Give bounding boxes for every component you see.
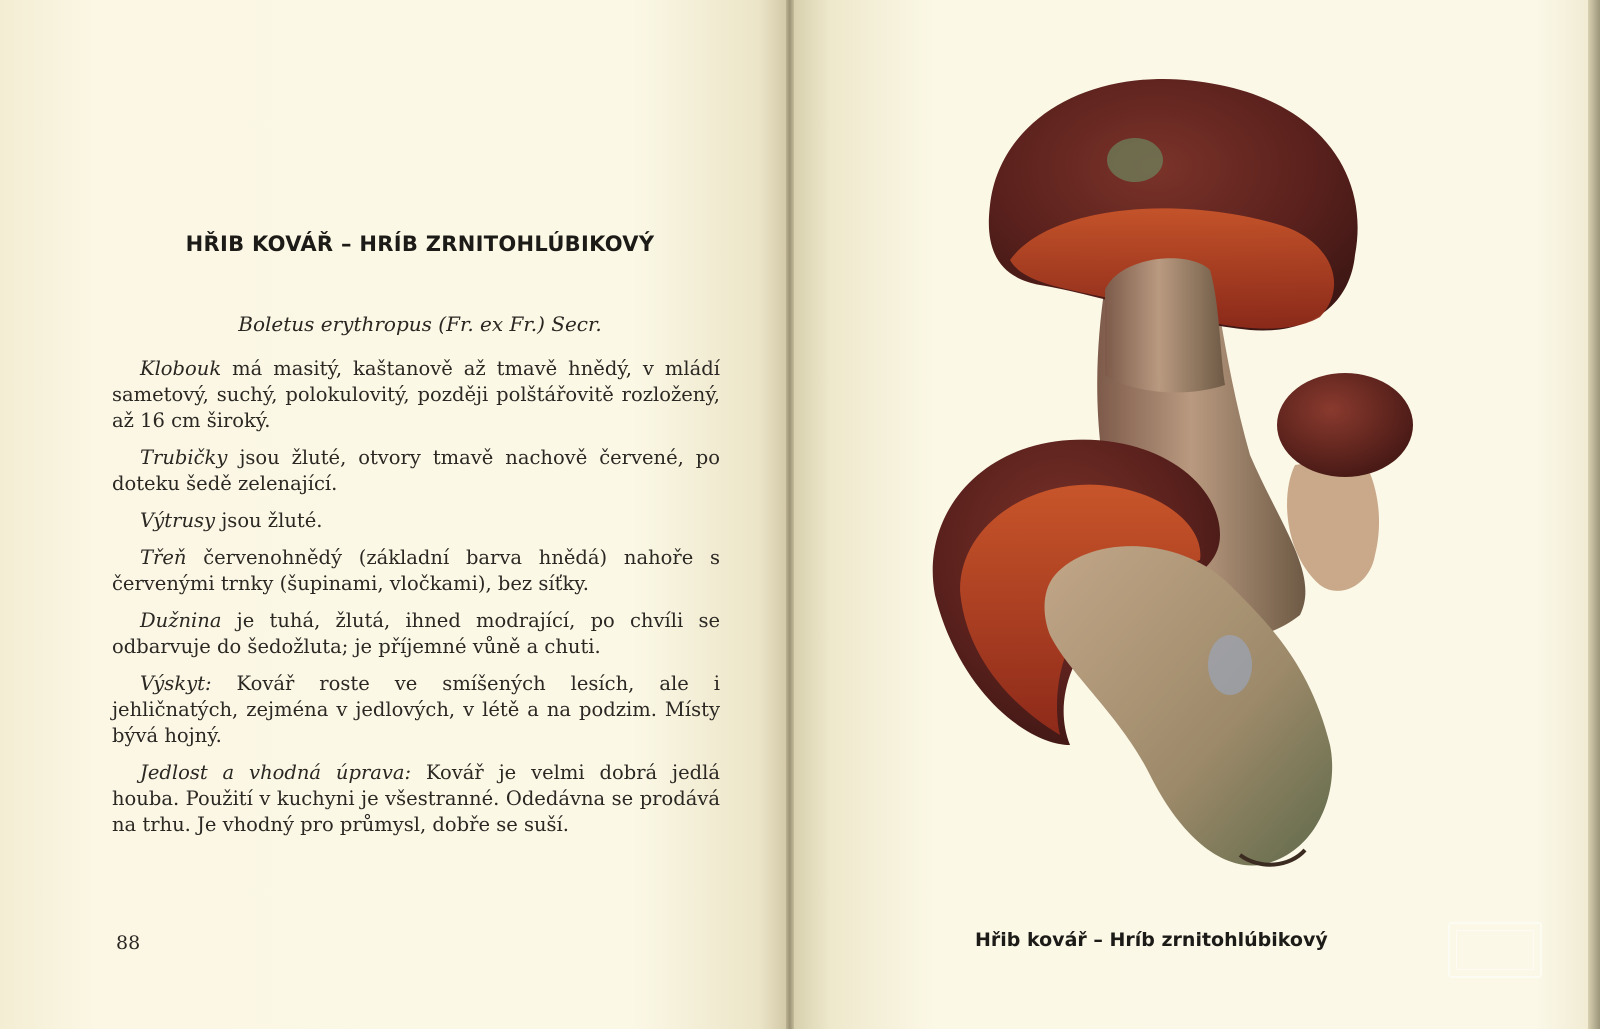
small-cap [1277, 373, 1413, 477]
paragraph-text: červenohnědý (základní barva hnědá) nahoře s červenými trnky (šupinami, vločkami), bez síťky. [112, 546, 720, 595]
paragraph-text: je tuhá, žlutá, ihned modrající, po chvíli se odbarvuje do šedožluta; je příjemné vůně a chuti. [112, 609, 720, 658]
paragraph-text: jsou žluté, otvory tmavě nachově červené, po doteku šedě zelenající. [112, 446, 720, 495]
paragraph-text: Kovář je velmi dobrá jedlá houba. Použití v kuchyni je všestranné. Odedávna se prodává na trhu. Je vhodný pro průmysl, dobře se suší. [112, 761, 720, 836]
page-edge [1588, 0, 1600, 1029]
paragraph-lead: Klobouk [140, 357, 222, 380]
paragraph-lead: Trubičky [140, 446, 228, 469]
paragraph-lead: Dužnina [140, 609, 222, 632]
mushroom-illustration [920, 55, 1440, 885]
paragraph-cap [112, 356, 720, 434]
paragraph-edibility [112, 760, 720, 838]
figure-caption: Hřib kovář – Hríb zrnitohlúbikový [975, 929, 1328, 951]
paragraph-lead: Třeň [140, 546, 187, 569]
paragraph-text: má masitý, kaštanově až tmavě hnědý, v mládí sametový, suchý, polokulovitý, později polštářovitě rozložený, až 16 cm široký. [112, 357, 720, 432]
watermark-stamp [1448, 922, 1542, 978]
paragraph-flesh [112, 608, 720, 660]
paragraph-lead: Jedlost a vhodná úprava: [140, 761, 412, 784]
page-heading: HŘIB KOVÁŘ – HRÍB ZRNITOHLÚBIKOVÝ [185, 232, 655, 256]
left-page [0, 0, 790, 1029]
book-gutter [786, 0, 794, 1029]
page-number: 88 [116, 932, 141, 954]
paragraph-occurrence [112, 671, 720, 749]
paragraph-lead: Výskyt: [140, 672, 212, 695]
cap-spot [1107, 138, 1163, 182]
latin-name: Boletus erythropus (Fr. ex Fr.) Secr. [238, 312, 602, 336]
paragraph-lead: Výtrusy [140, 509, 216, 532]
paragraph-text: jsou žluté. [215, 509, 323, 532]
paragraph-spores [112, 508, 720, 534]
description-body [112, 356, 720, 849]
paragraph-tubes [112, 445, 720, 497]
paragraph-stem [112, 545, 720, 597]
paragraph-text: Kovář roste ve smíšených lesích, ale i jehličnatých, zejména v jedlových, v létě a na podzim. Místy bývá hojný. [112, 672, 720, 747]
